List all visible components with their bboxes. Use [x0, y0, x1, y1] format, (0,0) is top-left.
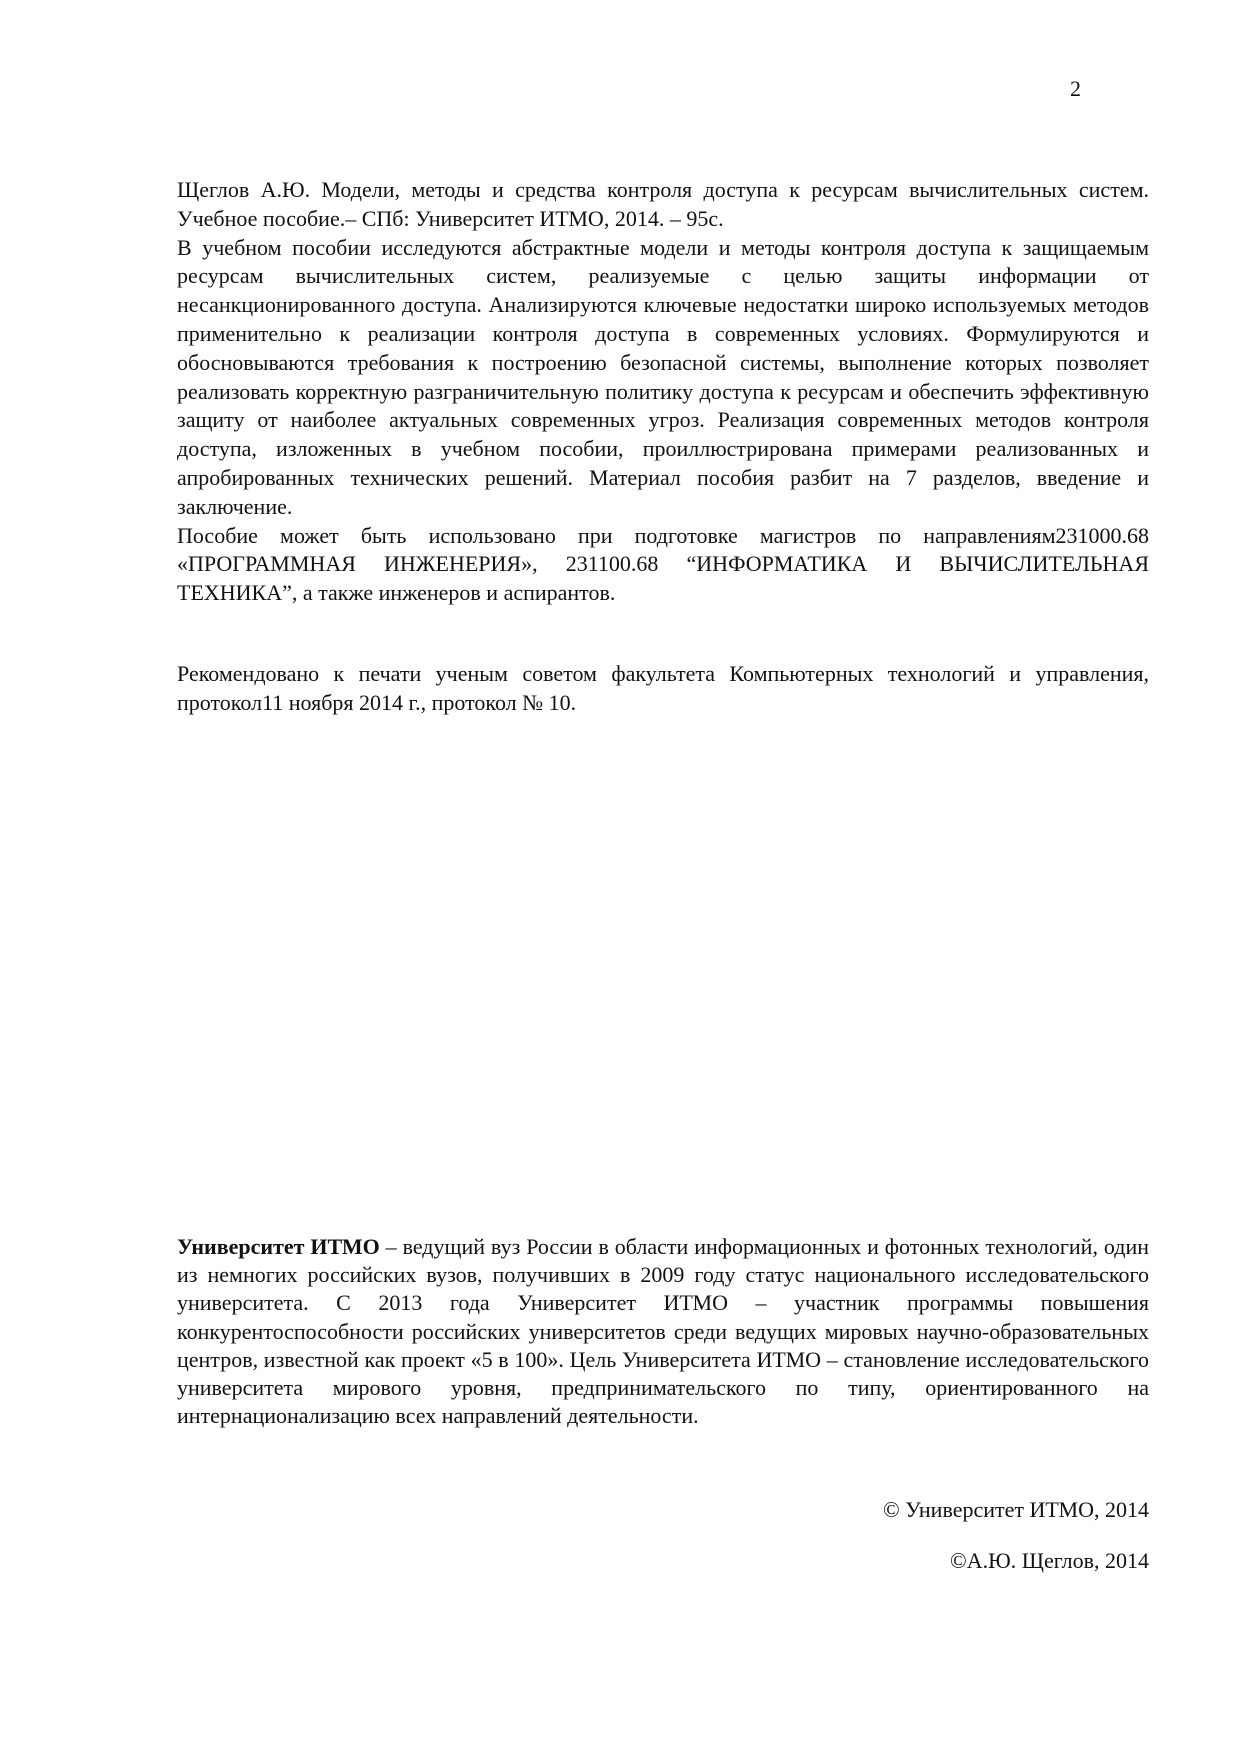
usage-note-paragraph: Пособие может быть использовано при подготовке магистров по направлениям231000.68 «ПРОГРАММНАЯ ИНЖЕНЕРИЯ», 231100.68 “ИНФОРМАТИКА И ВЫЧИСЛИТЕЛЬНАЯ ТЕХНИКА”, а также инженеров и аспирантов.	[177, 522, 1149, 606]
page-number: 2	[1070, 76, 1081, 101]
bibliographic-entry: Щеглов А.Ю. Модели, методы и средства контроля доступа к ресурсам вычислительных систем. Учебное пособие.– СПб: Университет ИТМО, 2014. – 95с.	[177, 177, 1149, 231]
copyright-university: © Университет ИТМО, 2014	[883, 1497, 1149, 1522]
recommendation-paragraph: Рекомендовано к печати ученым советом факультета Компьютерных технологий и управления, протокол11 ноября 2014 г., протокол № 10.	[177, 661, 1149, 715]
copyright-author: ©А.Ю. Щеглов, 2014	[950, 1548, 1149, 1573]
university-name: Университет ИТМО	[177, 1234, 380, 1259]
university-section	[177, 1233, 1149, 1430]
university-description: – ведущий вуз России в области информационных и фотонных технологий, один из немногих российских вузов, получивших в 2009 году статус национального исследовательского университета. С 2013 года Университет ИТМО – участник программы повышения конкурентоспособности российских университетов среди ведущих мировых научно-образовательных центров, известной как проект «5 в 100». Цель Университета ИТМО – становление исследовательского университета мирового уровня, предпринимательского по типу, ориентированного на интернационализацию всех направлений деятельности.	[177, 1234, 1149, 1429]
university-paragraph	[177, 1233, 1149, 1430]
abstract-paragraph: В учебном пособии исследуются абстрактные модели и методы контроля доступа к защищаемым ресурсам вычислительных систем, реализуемые с целью защиты информации от несанкционированного доступа. Анализируются ключевые недостатки широко используемых методов применительно к реализации контроля доступа в современных условиях. Формулируются и обосновываются требования к построению безопасной системы, выполнение которых позволяет реализовать корректную разграничительную политику доступа к ресурсам и обеспечить эффективную защиту от наиболее актуальных современных угроз. Реализация современных методов контроля доступа, изложенных в учебном пособии, проиллюстрирована примерами реализованных и апробированных технических решений. Материал пособия разбит на 7 разделов, введение и заключение.	[177, 234, 1149, 519]
recommendation-section	[177, 660, 1149, 718]
annotation-section	[177, 176, 1149, 608]
